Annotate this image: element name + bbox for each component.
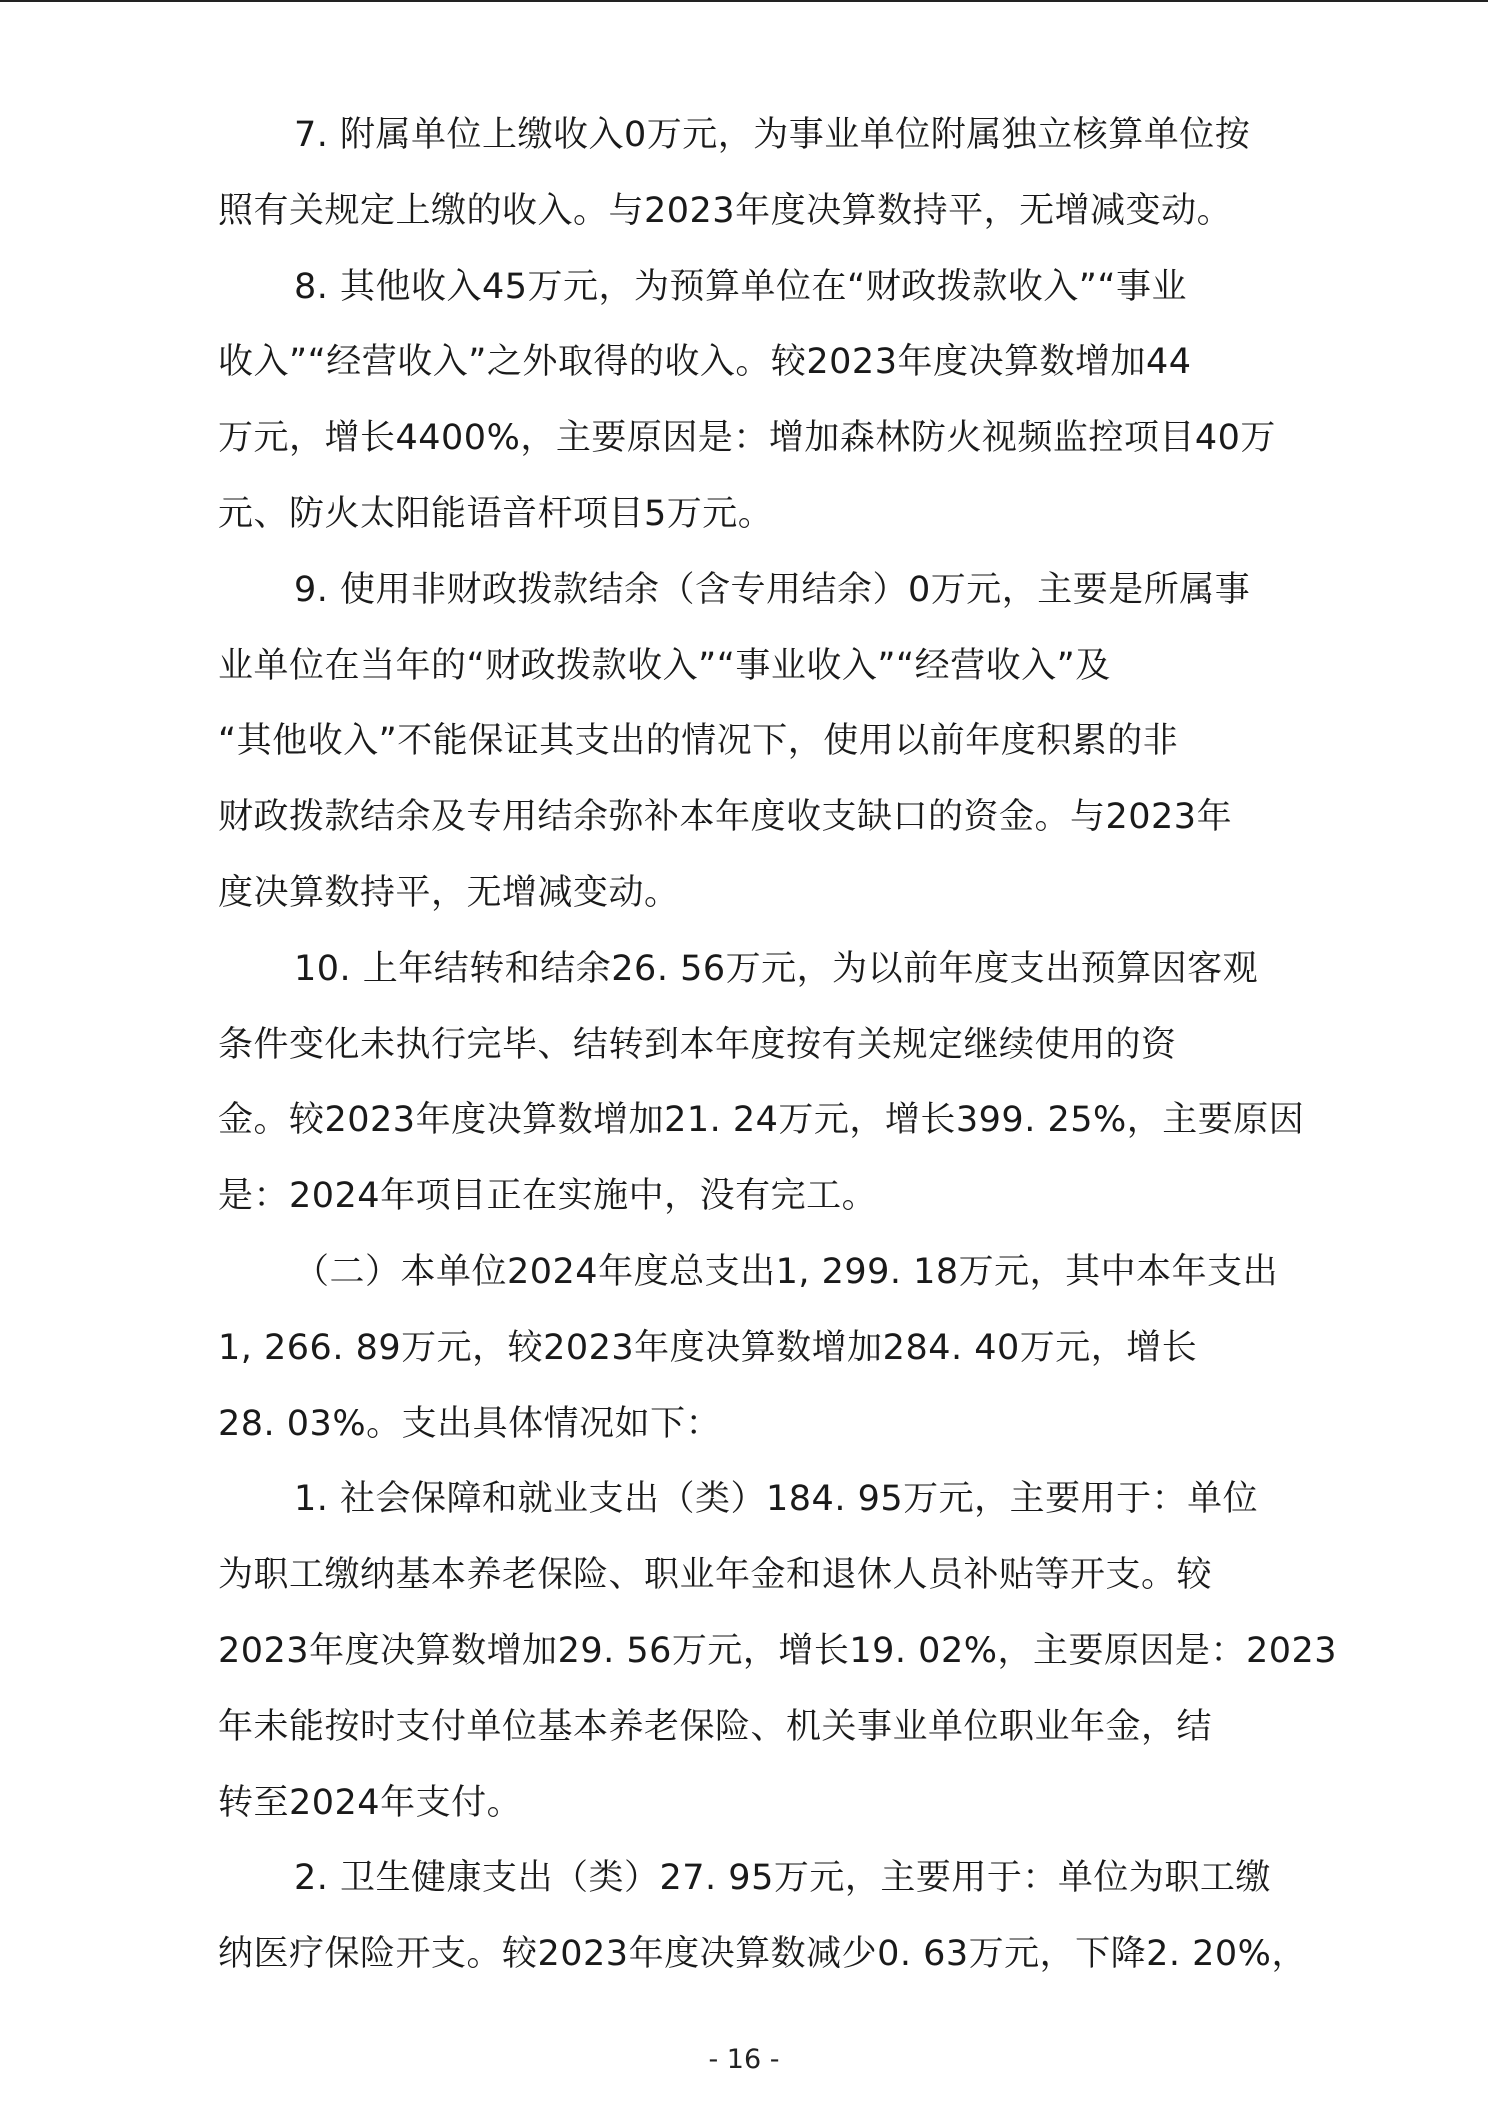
- paragraph-line: 2023年度决算数增加29. 56万元，增长19. 02%，主要原因是：2023: [218, 1630, 1338, 1671]
- paragraph-line: 年未能按时支付单位基本养老保险、机关事业单位职业年金，结: [218, 1706, 1213, 1747]
- top-border-line: [0, 0, 1488, 2]
- paragraph-line: 7. 附属单位上缴收入0万元，为事业单位附属独立核算单位按: [294, 115, 1251, 155]
- paragraph-line: 9. 使用非财政拨款结余（含专用结余）0万元，主要是所属事: [294, 569, 1251, 610]
- paragraph-line: 是：2024年项目正在实施中，没有完工。: [218, 1176, 878, 1217]
- paragraph-line: 转至2024年支付。: [218, 1782, 523, 1823]
- paragraph-line: 1, 266. 89万元，较2023年度决算数增加284. 40万元，增长: [218, 1327, 1198, 1368]
- paragraph-line: 业单位在当年的“财政拨款收入”“事业收入”“经营收入”及: [218, 645, 1111, 686]
- paragraph-line: “其他收入”不能保证其支出的情况下，使用以前年度积累的非: [218, 721, 1179, 762]
- paragraph-line: 万元，增长4400%，主要原因是：增加森林防火视频监控项目40万: [218, 418, 1276, 459]
- paragraph-line: 8. 其他收入45万元，为预算单位在“财政拨款收入”“事业: [294, 266, 1187, 307]
- paragraph-line: 照有关规定上缴的收入。与2023年度决算数持平，无增减变动。: [218, 190, 1233, 231]
- page-number: - 16 -: [708, 2044, 780, 2075]
- paragraph-line: 2. 卫生健康支出（类）27. 95万元，主要用于：单位为职工缴: [294, 1858, 1271, 1899]
- paragraph-line: 纳医疗保险开支。较2023年度决算数减少0. 63万元，下降2. 20%，: [218, 1934, 1307, 1975]
- paragraph-line: 1. 社会保障和就业支出（类）184. 95万元，主要用于：单位: [294, 1479, 1259, 1520]
- paragraph-line: 元、防火太阳能语音杆项目5万元。: [218, 493, 774, 534]
- paragraph-line: 10. 上年结转和结余26. 56万元，为以前年度支出预算因客观: [294, 948, 1259, 989]
- paragraph-line: 为职工缴纳基本养老保险、职业年金和退休人员补贴等开支。较: [218, 1555, 1213, 1596]
- body-text: [218, 98, 1338, 1993]
- paragraph-line: 财政拨款结余及专用结余弥补本年度收支缺口的资金。与2023年: [218, 797, 1233, 838]
- paragraph-line: 金。较2023年度决算数增加21. 24万元，增长399. 25%，主要原因: [218, 1100, 1305, 1141]
- paragraph-line: 条件变化未执行完毕、结转到本年度按有关规定继续使用的资: [218, 1024, 1177, 1065]
- paragraph-line: 收入”“经营收入”之外取得的收入。较2023年度决算数增加44: [218, 342, 1192, 383]
- section-heading-line: （二）本单位2024年度总支出1, 299. 18万元，其中本年支出: [294, 1251, 1279, 1292]
- paragraph-line: 28. 03%。支出具体情况如下：: [218, 1403, 722, 1444]
- paragraph-line: 度决算数持平，无增减变动。: [218, 872, 680, 913]
